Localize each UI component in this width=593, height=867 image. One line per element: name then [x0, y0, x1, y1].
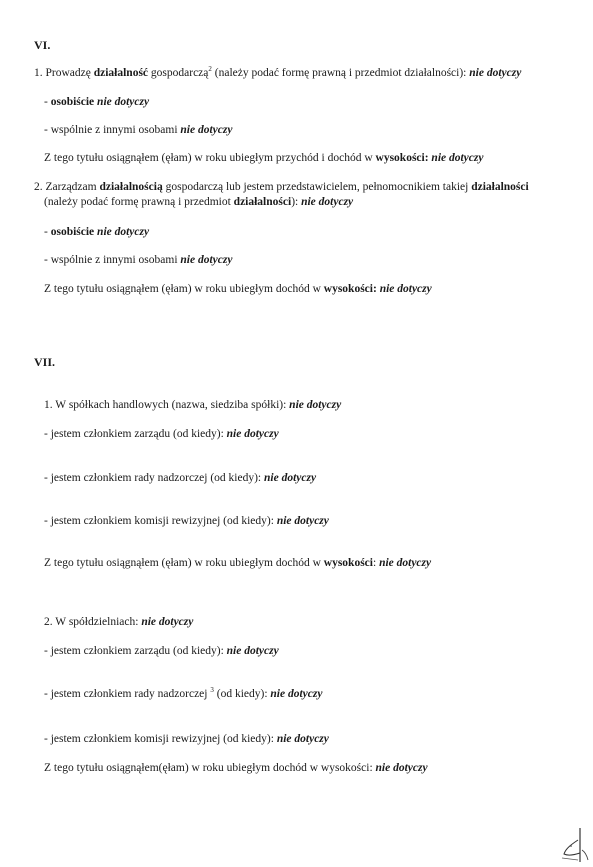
s7-item-1	[44, 398, 341, 412]
nie-dotyczy: nie dotyczy	[301, 196, 354, 208]
nie-dotyczy: nie dotyczy	[379, 283, 432, 295]
bold-text: osobiście	[50, 96, 95, 108]
nie-dotyczy: nie dotyczy	[431, 152, 484, 164]
s6-item-2	[34, 180, 529, 194]
s6-item-2c	[44, 282, 432, 296]
section-vi-heading: VI.	[34, 38, 51, 52]
s6-item-2a	[44, 225, 149, 239]
text: gospodarczą lub jestem przedstawicielem, pełnomocnikiem takiej	[162, 181, 472, 193]
nie-dotyczy: nie dotyczy	[276, 733, 329, 745]
nie-dotyczy: nie dotyczy	[226, 428, 279, 440]
s7-item-2a	[44, 644, 279, 658]
text: Z tego tytułu osiągnąłem(ęłam) w roku ubiegłym dochód w wysokości:	[44, 762, 376, 774]
text: wspólnie z innymi osobami	[50, 254, 181, 266]
s6-item-1	[34, 66, 521, 80]
nie-dotyczy: nie dotyczy	[270, 688, 323, 700]
s6-item-1b	[44, 123, 232, 137]
text: (należy podać formę prawną i przedmiot działalności):	[211, 67, 470, 79]
nie-dotyczy: nie dotyczy	[180, 254, 233, 266]
nie-dotyczy: nie dotyczy	[276, 515, 329, 527]
bold-text: działalności	[471, 181, 529, 193]
text: :	[372, 557, 380, 569]
nie-dotyczy: nie dotyczy	[97, 96, 150, 108]
nie-dotyczy: nie dotyczy	[180, 124, 233, 136]
text: 1. W spółkach handlowych (nazwa, siedziba spółki):	[44, 399, 290, 411]
s7-item-2d	[44, 761, 428, 775]
text: gospodarczą	[148, 67, 209, 79]
bold-text: wysokości	[323, 557, 373, 569]
text: Z tego tytułu osiągnąłem (ęłam) w roku ubiegłym dochód w	[44, 283, 324, 295]
nie-dotyczy: nie dotyczy	[375, 762, 428, 774]
dash: -	[44, 124, 51, 136]
s6-item-2-cont	[44, 195, 353, 209]
text: - jestem członkiem zarządu (od kiedy):	[44, 645, 227, 657]
s7-item-2c	[44, 732, 329, 746]
s7-item-1a	[44, 427, 279, 441]
text: Z tego tytułu osiągnąłem (ęłam) w roku ubiegłym dochód w	[44, 557, 324, 569]
bold-text: działalnością	[99, 181, 163, 193]
dash: -	[44, 226, 51, 238]
text: Z tego tytułu osiągnąłem (ęłam) w roku ubiegłym przychód i dochód w	[44, 152, 376, 164]
text: 1. Prowadzę	[34, 67, 94, 79]
text: 2. W spółdzielniach:	[44, 616, 142, 628]
bold-text: działalności	[233, 196, 292, 208]
nie-dotyczy: nie dotyczy	[226, 645, 279, 657]
text: - jestem członkiem zarządu (od kiedy):	[44, 428, 227, 440]
s7-item-1d	[44, 556, 431, 570]
nie-dotyczy: nie dotyczy	[264, 472, 317, 484]
text: wspólnie z innymi osobami	[50, 124, 181, 136]
footnote-ref: 3	[210, 686, 214, 694]
s6-item-1c	[44, 151, 483, 165]
text: 2. Zarządzam	[34, 181, 100, 193]
dash: -	[44, 254, 51, 266]
text: - jestem członkiem rady nadzorczej	[44, 688, 211, 700]
s6-item-1a	[44, 95, 149, 109]
nie-dotyczy: nie dotyczy	[469, 67, 522, 79]
nie-dotyczy: nie dotyczy	[289, 399, 342, 411]
text: (należy podać formę prawną i przedmiot	[44, 196, 234, 208]
text: - jestem członkiem komisji rewizyjnej (od kiedy):	[44, 733, 277, 745]
s7-item-2b	[44, 687, 322, 701]
s6-item-2b	[44, 253, 232, 267]
dash: -	[44, 96, 51, 108]
s7-item-2	[44, 615, 193, 629]
nie-dotyczy: nie dotyczy	[97, 226, 150, 238]
handwritten-initials-mark	[558, 826, 592, 866]
text: - jestem członkiem rady nadzorczej (od kiedy):	[44, 472, 265, 484]
bold-text: wysokości:	[375, 152, 429, 164]
nie-dotyczy: nie dotyczy	[379, 557, 432, 569]
footnote-ref: 2	[208, 65, 212, 73]
s7-item-1b	[44, 471, 316, 485]
nie-dotyczy: nie dotyczy	[141, 616, 194, 628]
s7-item-1c	[44, 514, 329, 528]
bold-text: działalność	[93, 67, 149, 79]
text: - jestem członkiem komisji rewizyjnej (od kiedy):	[44, 515, 277, 527]
bold-text: osobiście	[50, 226, 95, 238]
section-vii-heading: VII.	[34, 355, 56, 369]
text: (od kiedy):	[213, 688, 271, 700]
text: ):	[291, 196, 302, 208]
bold-text: wysokości:	[323, 283, 377, 295]
